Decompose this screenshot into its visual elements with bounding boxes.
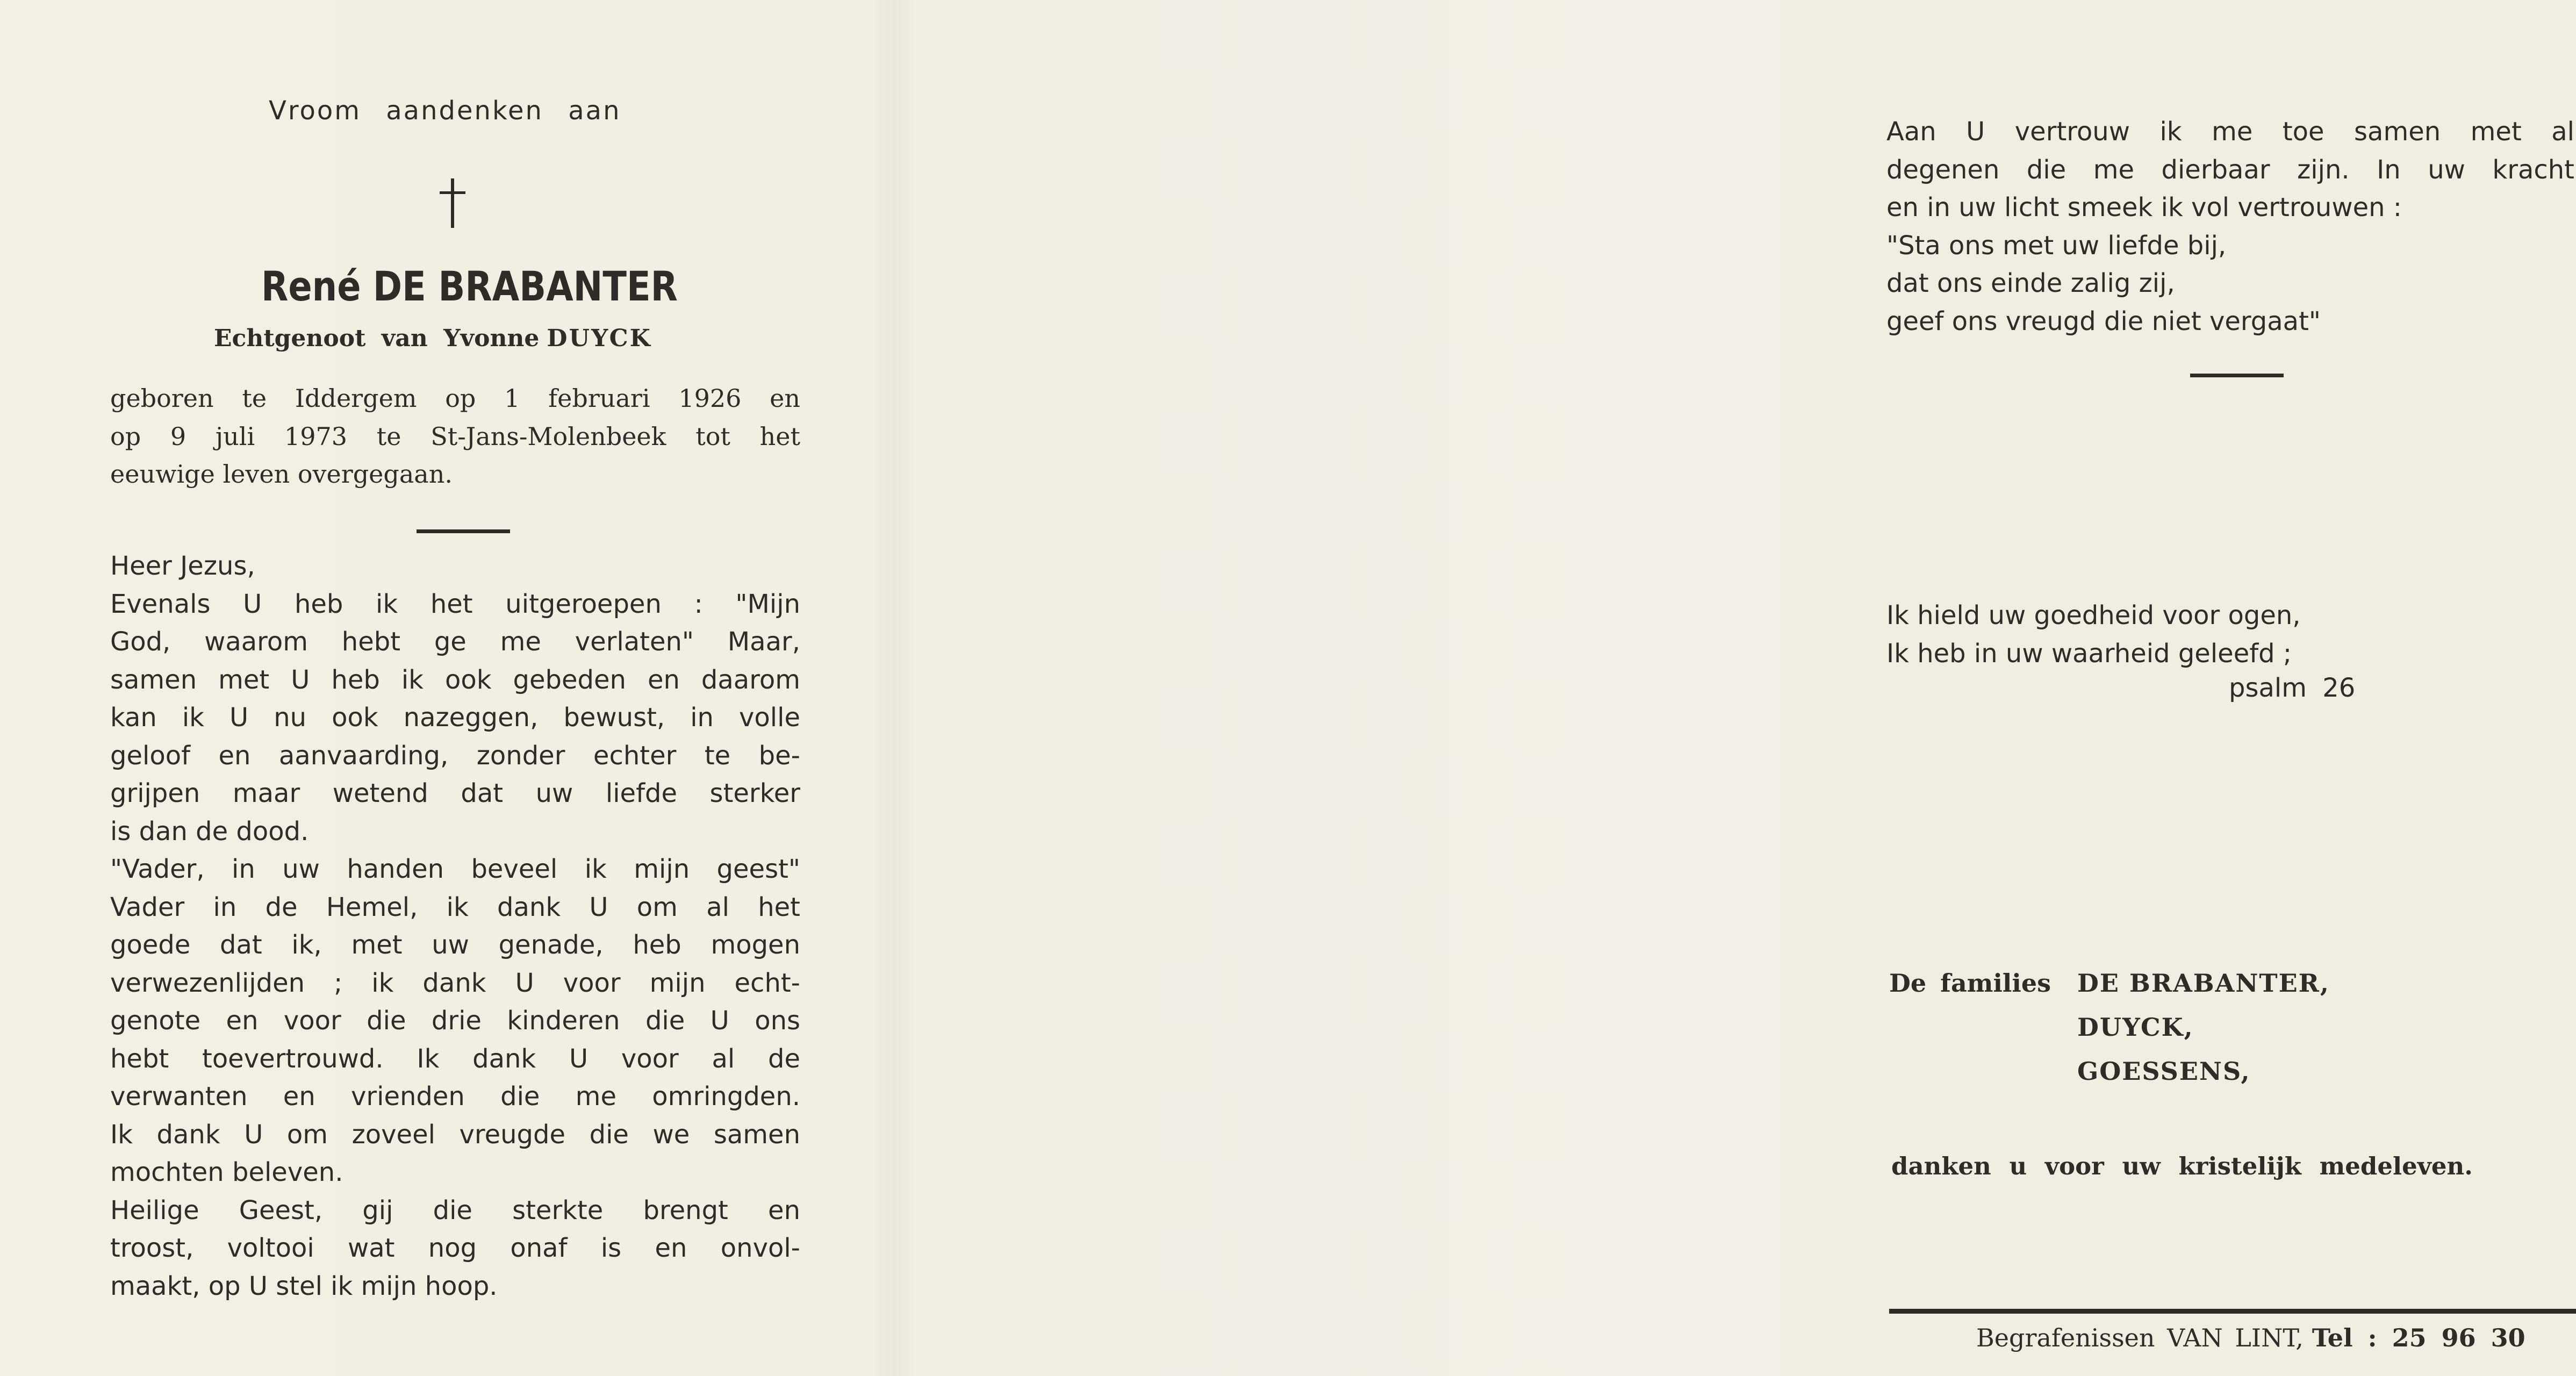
text-line: Vader in de Hemel, ik dank U om al het — [110, 892, 800, 922]
text-line: "Vader, in uw handen beveel ik mijn geest" — [110, 854, 800, 884]
thanks-line: danken u voor uw kristelijk medeleven. — [1891, 1152, 2473, 1180]
text-line: Heilige Geest, gij die sterkte brengt en — [110, 1195, 800, 1226]
text-line: goede dat ik, met uw genade, heb mogen — [110, 930, 800, 960]
text-line: Heer Jezus, — [110, 551, 255, 581]
spouse-line — [214, 325, 652, 352]
last-name: DE BRABANTER — [372, 262, 678, 310]
funeral-home-name: Begrafenissen VAN LINT, — [1976, 1323, 2304, 1352]
verse-paragraph — [1886, 113, 2574, 340]
text-line: samen met U heb ik ook gebeden en daarom — [110, 664, 800, 695]
text-line: geboren te Iddergem op 1 februari 1926 en — [110, 384, 800, 413]
text-line: Ik dank U om zoveel vreugde die we samen — [110, 1119, 800, 1150]
funeral-home-footer — [1976, 1323, 2525, 1352]
text-line: Ik heb in uw waarheid geleefd ; — [1886, 638, 2292, 669]
text-line: troost, voltooi wat nog onaf is en onvol- — [110, 1233, 800, 1263]
left-panel — [0, 0, 889, 1376]
footer-divider — [1889, 1309, 2576, 1314]
text-line: grijpen maar wetend dat uw liefde sterker — [110, 778, 800, 808]
right-panel — [891, 0, 2574, 1376]
text-line: Evenals U heb ik het uitgeroepen : "Mijn — [110, 589, 800, 619]
family-name: DE BRABANTER, — [2077, 969, 2330, 998]
text-line: degenen die me dierbaar zijn. In uw kracht — [1886, 154, 2574, 185]
families-lead — [1889, 969, 2051, 998]
family-name: GOESSENS, — [2077, 1057, 2251, 1086]
text-line: genote en voor die drie kinderen die U ons — [110, 1006, 800, 1036]
spouse-last-name: DUYCK — [547, 325, 652, 352]
text-line: eeuwige leven overgegaan. — [110, 460, 453, 489]
text-line: Ik hield uw goedheid voor ogen, — [1886, 600, 2301, 630]
psalm-verse — [1886, 597, 2574, 672]
text-line: "Sta ons met uw liefde bij, — [1886, 230, 2227, 261]
psalm-reference: psalm 26 — [2229, 673, 2356, 703]
divider — [417, 529, 510, 533]
text-line: kan ik U nu ook nazeggen, bewust, in volle — [110, 703, 800, 733]
divider — [2190, 374, 2284, 377]
text-line: maakt, op U stel ik mijn hoop. — [110, 1271, 498, 1301]
cross-icon — [436, 177, 469, 231]
birth-death-paragraph — [110, 379, 800, 493]
text-line: geef ons vreugd die niet vergaat" — [1886, 306, 2321, 336]
text-line: is dan de dood. — [110, 816, 309, 847]
text-line: geloof en aanvaarding, zonder echter te be- — [110, 740, 800, 771]
text-line: God, waarom hebt ge me verlaten" Maar, — [110, 627, 800, 657]
families-lead-text: De families — [1889, 969, 2051, 998]
text-line: verwezenlijden ; ik dank U voor mijn echt- — [110, 968, 800, 998]
first-name: René — [261, 262, 361, 310]
text-line: Aan U vertrouw ik me toe samen met al — [1886, 117, 2574, 147]
prayer-paragraph — [110, 547, 800, 1305]
text-line: dat ons einde zalig zij, — [1886, 268, 2175, 298]
text-line: verwanten en vrienden die me omringden. — [110, 1081, 800, 1112]
text-line: hebt toevertrouwd. Ik dank U voor al de — [110, 1043, 800, 1074]
intro-text: Vroom aandenken aan — [269, 96, 621, 126]
text-line: en in uw licht smeek ik vol vertrouwen : — [1886, 192, 2402, 223]
family-name: DUYCK, — [2077, 1013, 2194, 1042]
text-line: mochten beleven. — [110, 1157, 343, 1187]
spouse-prefix: Echtgenoot van Yvonne — [214, 325, 540, 352]
deceased-name — [261, 262, 678, 310]
funeral-home-phone: Tel : 25 96 30 — [2312, 1323, 2525, 1352]
text-line: op 9 juli 1973 te St-Jans-Molenbeek tot het — [110, 421, 800, 451]
